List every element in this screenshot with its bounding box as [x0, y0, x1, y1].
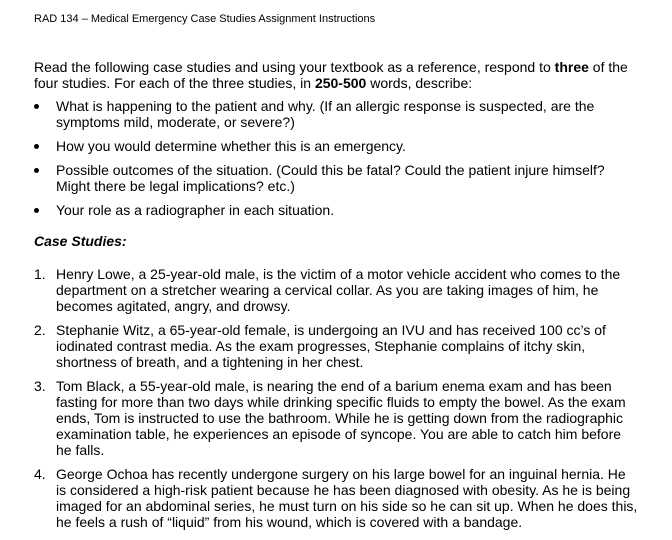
- case-study-item: [34, 322, 638, 370]
- bullet-dot-icon: [34, 104, 39, 109]
- bullet-text: What is happening to the patient and why. (If an allergic response is suspected, are the symptoms mild, moderate, or severe?): [56, 98, 595, 130]
- bullet-item: [34, 98, 638, 130]
- intro-bold-count: three: [554, 59, 589, 75]
- intro-text-2: of the four studies. For each of the three studies, in: [34, 59, 628, 91]
- bullet-dot-icon: [34, 168, 39, 173]
- bullet-text: Your role as a radiographer in each situation.: [56, 202, 335, 218]
- bullet-dot-icon: [34, 208, 39, 213]
- instruction-bullet-list: [34, 98, 638, 226]
- bullet-text: Possible outcomes of the situation. (Could this be fatal? Could the patient injure himself? Might there be legal implications? etc.): [56, 162, 605, 194]
- case-number: 1.: [34, 266, 46, 282]
- bullet-item: [34, 202, 638, 218]
- case-text: Henry Lowe, a 25-year-old male, is the victim of a motor vehicle accident who comes to the department on a stretcher wearing a cervical collar. As you are taking images of him, he becomes agitated, angry, and drowsy.: [56, 266, 621, 314]
- case-studies-list: [34, 266, 638, 538]
- bullet-text: How you would determine whether this is an emergency.: [56, 138, 406, 154]
- case-study-item: [34, 466, 638, 530]
- case-text: Tom Black, a 55-year-old male, is nearing the end of a barium enema exam and has been fasting for more than two days while drinking specific fluids to empty the bowel. As the exam ends, Tom is instructed to use the bathroom. While he is getting down from the radiographic examination table, he experiences an episode of syncope. You are able to catch him before he falls.: [56, 378, 626, 458]
- case-study-item: [34, 266, 638, 314]
- intro-bold-wordcount: 250-500: [314, 75, 367, 91]
- document-header: RAD 134 – Medical Emergency Case Studies Assignment Instructions: [34, 13, 376, 25]
- bullet-dot-icon: [34, 144, 39, 149]
- case-number: 2.: [34, 322, 46, 338]
- case-number: 3.: [34, 378, 46, 394]
- bullet-item: [34, 162, 638, 194]
- intro-paragraph: [34, 59, 638, 91]
- case-number: 4.: [34, 466, 46, 482]
- intro-text-1: Read the following case studies and using your textbook as a reference, respond to: [34, 59, 555, 75]
- intro-text-3: words, describe:: [366, 75, 473, 91]
- bullet-item: [34, 138, 638, 154]
- case-studies-heading: Case Studies:: [34, 233, 127, 249]
- case-study-item: [34, 378, 638, 458]
- case-text: George Ochoa has recently undergone surgery on his large bowel for an inguinal hernia. He is considered a high-risk patient because he has been diagnosed with obesity. As he is being imaged for an abdominal series, he must turn on his side so he can sit up. When he does this, he feels a rush of “liquid” from his wound, which is covered with a bandage.: [56, 466, 638, 530]
- case-text: Stephanie Witz, a 65-year-old female, is undergoing an IVU and has received 100 cc’s of iodinated contrast media. As the exam progresses, Stephanie complains of itchy skin, shortness of breath, and a tightening in her chest.: [56, 322, 606, 370]
